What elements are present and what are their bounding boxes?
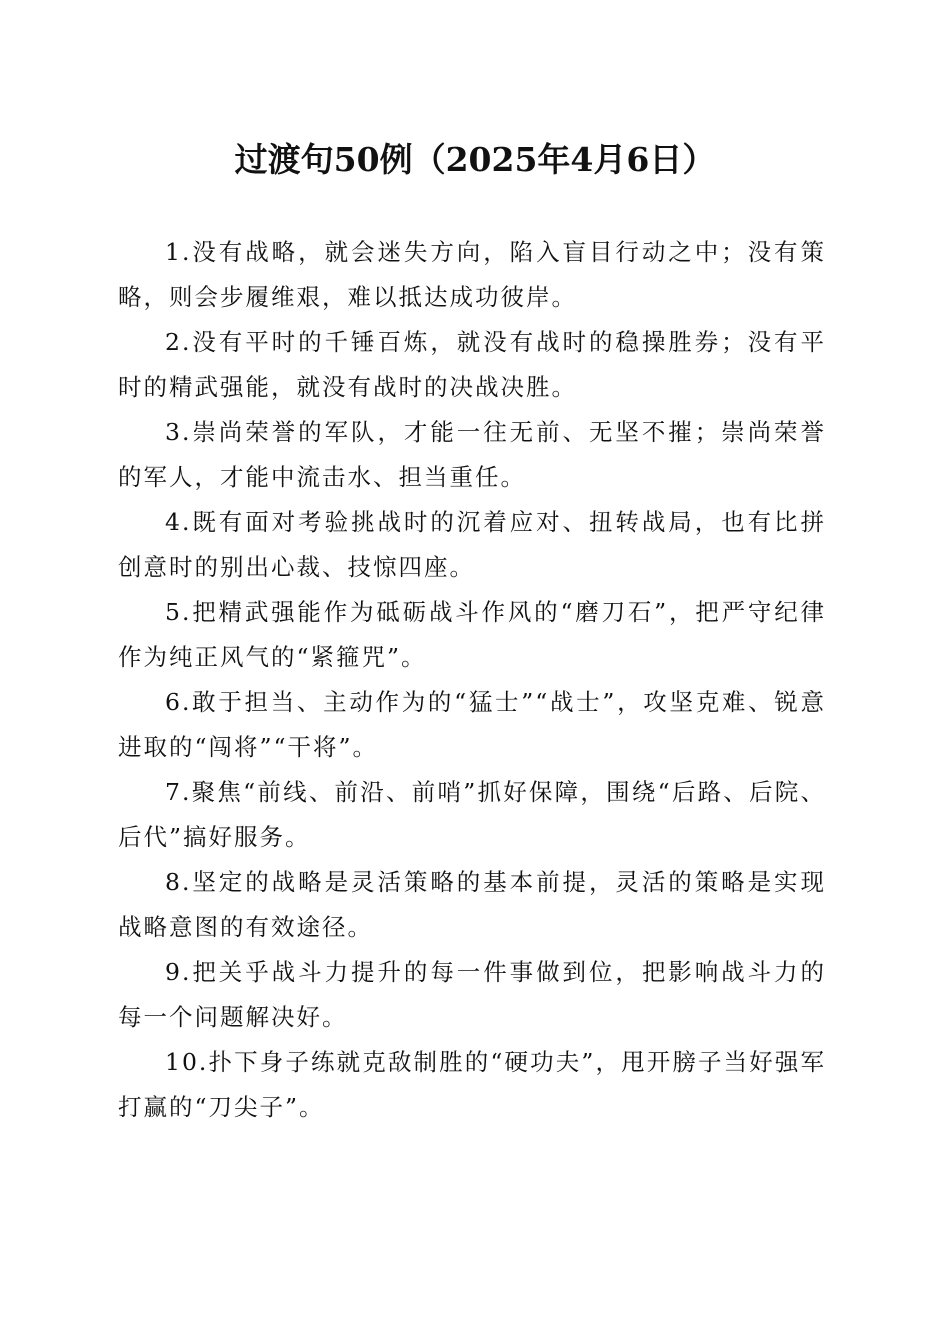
paragraph-1: 1.没有战略，就会迷失方向，陷入盲目行动之中；没有策略，则会步履维艰，难以抵达成功彼岸。 <box>118 238 826 311</box>
paragraph-5: 5.把精武强能作为砥砺战斗作风的“磨刀石”，把严守纪律作为纯正风气的“紧箍咒”。 <box>118 598 826 671</box>
paragraph-9: 9.把关乎战斗力提升的每一件事做到位，把影响战斗力的每一个问题解决好。 <box>118 958 826 1031</box>
paragraph-7: 7.聚焦“前线、前沿、前哨”抓好保障，围绕“后路、后院、后代”搞好服务。 <box>118 778 826 851</box>
paragraph-3: 3.崇尚荣誉的军队，才能一往无前、无坚不摧；崇尚荣誉的军人，才能中流击水、担当重任。 <box>118 418 826 491</box>
paragraph-8: 8.坚定的战略是灵活策略的基本前提，灵活的策略是实现战略意图的有效途径。 <box>118 868 826 941</box>
paragraph-10: 10.扑下身子练就克敌制胜的“硬功夫”，甩开膀子当好强军打赢的“刀尖子”。 <box>118 1048 826 1121</box>
paragraph-4: 4.既有面对考验挑战时的沉着应对、扭转战局，也有比拼创意时的别出心裁、技惊四座。 <box>118 508 826 581</box>
document-body <box>118 230 826 1130</box>
paragraph-2: 2.没有平时的千锤百炼，就没有战时的稳操胜券；没有平时的精武强能，就没有战时的决战决胜。 <box>118 328 826 401</box>
paragraph-6: 6.敢于担当、主动作为的“猛士”“战士”，攻坚克难、锐意进取的“闯将”“干将”。 <box>118 688 826 761</box>
document-title: 过渡句50例（2025年4月6日） <box>234 140 716 179</box>
